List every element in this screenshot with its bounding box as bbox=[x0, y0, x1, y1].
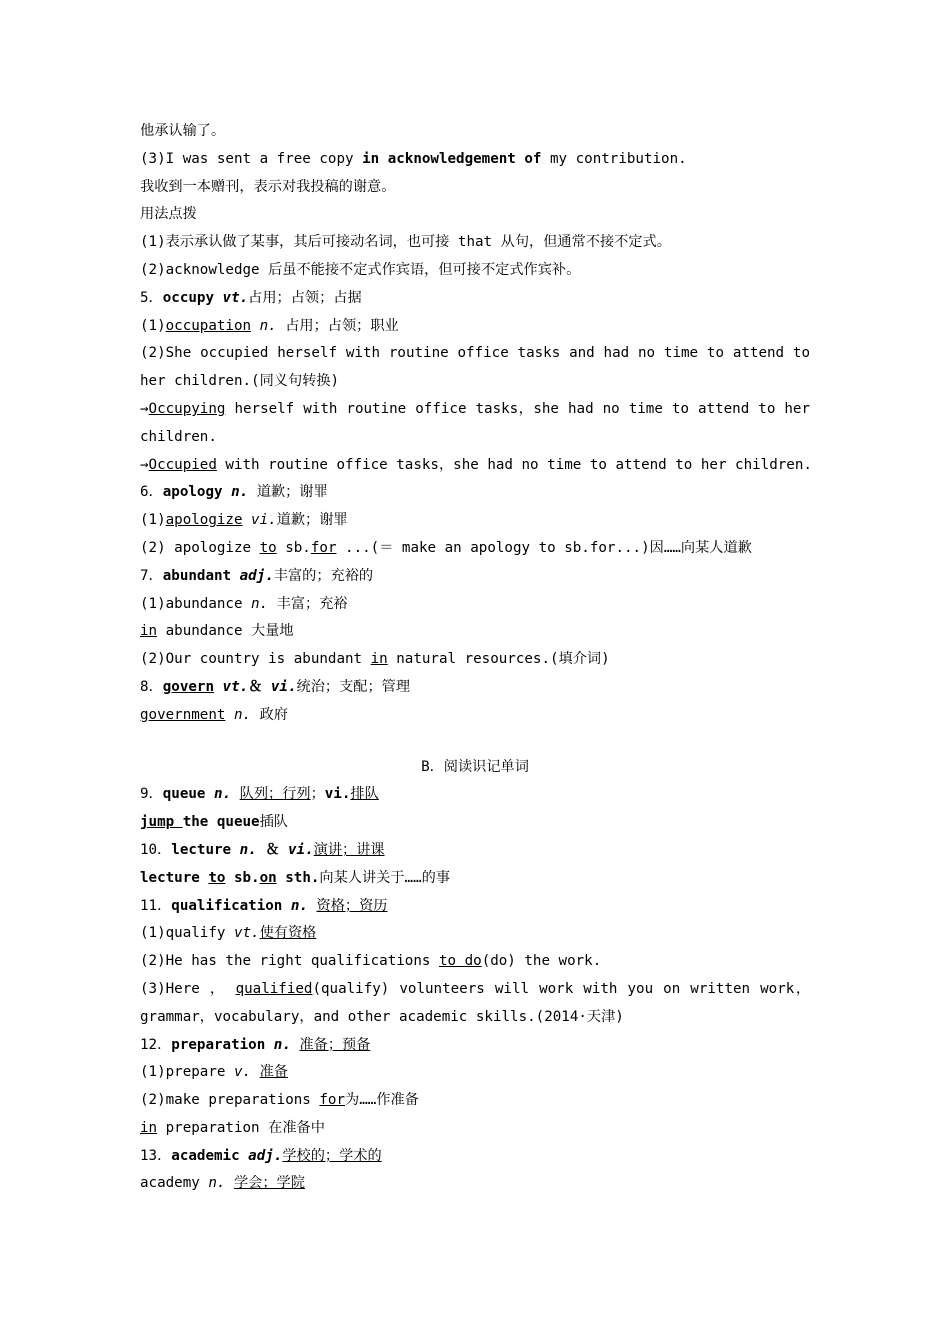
text-segment: preparation 在准备中 bbox=[157, 1119, 325, 1136]
text-segment: 我收到一本赠刊，表示对我投稿的谢意。 bbox=[140, 178, 396, 195]
text-segment: vi. bbox=[288, 841, 314, 858]
text-segment: sb. bbox=[276, 539, 311, 556]
answer-blank: 学校的；学术的 bbox=[282, 1147, 382, 1164]
text-segment: lecture bbox=[171, 841, 232, 858]
text-segment: 政府 bbox=[251, 706, 288, 723]
text-segment: vi. bbox=[324, 786, 351, 803]
text-segment: (do) the work. bbox=[481, 953, 602, 970]
text-line bbox=[140, 781, 810, 809]
text-segment: n. bbox=[273, 1036, 291, 1053]
text-line bbox=[140, 479, 810, 507]
text-segment: 6． bbox=[140, 484, 163, 501]
answer-blank: Occupied bbox=[148, 456, 217, 473]
text-segment: apology bbox=[162, 484, 223, 501]
answer-blank: government bbox=[140, 706, 226, 723]
answer-blank: 学会；学院 bbox=[233, 1175, 305, 1192]
text-line bbox=[140, 1115, 810, 1143]
section-heading bbox=[140, 754, 810, 782]
text-line bbox=[140, 1143, 810, 1171]
text-segment: 丰富的；充裕的 bbox=[273, 567, 374, 584]
answer-blank: 队列；行列 bbox=[239, 786, 311, 803]
text-segment: B．阅读识记单词 bbox=[421, 758, 529, 775]
text-line bbox=[140, 174, 810, 202]
text-line bbox=[140, 396, 810, 452]
text-segment bbox=[231, 842, 240, 858]
blank-line bbox=[140, 730, 810, 754]
answer-blank: 使有资格 bbox=[259, 925, 317, 942]
text-segment: 占用；占领；职业 bbox=[276, 317, 399, 334]
text-segment: 用法点拨 bbox=[140, 206, 197, 223]
text-line bbox=[140, 1059, 810, 1087]
text-segment: herself with routine office tasks，she had no time to attend to her children. bbox=[140, 400, 810, 445]
text-line bbox=[140, 257, 810, 285]
answer-blank: on bbox=[259, 869, 277, 886]
text-segment: 13． bbox=[140, 1147, 172, 1164]
answer-blank: to bbox=[259, 539, 277, 556]
answer-blank: apologize bbox=[165, 512, 243, 529]
text-segment: n. bbox=[259, 317, 277, 334]
text-segment: ...(＝ make an apology to sb.for...)因……向某人道歉 bbox=[336, 539, 752, 556]
text-line bbox=[140, 865, 810, 893]
text-line bbox=[140, 1087, 810, 1115]
text-segment: (1) bbox=[140, 317, 166, 334]
text-segment: (2)She occupied herself with routine office tasks and had no time to attend to her children.(同义句转换) bbox=[140, 345, 810, 390]
text-segment: n. bbox=[290, 897, 308, 914]
text-segment: 插队 bbox=[259, 814, 288, 831]
text-segment bbox=[225, 1175, 234, 1191]
answer-blank: Occupying bbox=[148, 400, 226, 417]
text-segment: (1)abundance bbox=[140, 595, 252, 612]
text-segment: academic bbox=[171, 1147, 240, 1164]
answer-blank: 演讲；讲课 bbox=[313, 841, 385, 858]
text-segment: n. bbox=[214, 786, 232, 803]
answer-blank: for bbox=[319, 1092, 345, 1109]
text-line bbox=[140, 837, 810, 865]
text-line bbox=[140, 1170, 810, 1198]
answer-blank: 准备 bbox=[259, 1064, 288, 1081]
text-segment bbox=[205, 786, 214, 802]
text-line bbox=[140, 146, 810, 174]
text-segment: vt. bbox=[222, 678, 249, 695]
text-segment: 道歉；谢罪 bbox=[248, 484, 328, 501]
answer-blank: in bbox=[140, 1119, 158, 1136]
text-segment bbox=[265, 1037, 274, 1053]
text-segment: 统治；支配；管理 bbox=[296, 678, 411, 695]
text-segment: queue bbox=[162, 786, 206, 803]
text-segment: n. bbox=[251, 595, 269, 612]
text-segment: natural resources.(填介词) bbox=[387, 651, 610, 668]
answer-blank: for bbox=[310, 539, 337, 556]
text-segment: occupy bbox=[162, 289, 214, 306]
text-segment: 他承认输了。 bbox=[140, 123, 226, 139]
text-segment bbox=[243, 512, 252, 528]
text-line bbox=[140, 674, 810, 702]
text-line bbox=[140, 809, 810, 837]
text-segment: 12． bbox=[140, 1036, 172, 1053]
answer-blank: govern bbox=[162, 678, 214, 695]
text-segment: the queue bbox=[182, 814, 260, 831]
text-segment: (1)prepare bbox=[140, 1064, 234, 1081]
text-line bbox=[140, 646, 810, 674]
text-segment: academy bbox=[140, 1175, 209, 1192]
answer-blank: to do bbox=[438, 953, 482, 970]
text-segment: (2)He has the right qualifications bbox=[140, 953, 439, 970]
text-segment: 7． bbox=[140, 567, 163, 584]
text-segment: adj. bbox=[248, 1147, 283, 1164]
text-line bbox=[140, 702, 810, 730]
text-segment: → bbox=[140, 456, 149, 473]
text-segment: 占用；占领；占据 bbox=[248, 289, 362, 306]
text-segment: n. bbox=[231, 484, 249, 501]
text-line bbox=[140, 563, 810, 591]
answer-blank: in bbox=[370, 651, 388, 668]
text-segment: n. bbox=[239, 841, 257, 858]
text-segment: (2)make preparations bbox=[140, 1092, 320, 1109]
text-segment: qualification bbox=[171, 897, 283, 914]
text-segment: abundance 大量地 bbox=[157, 623, 294, 640]
text-segment: (3)I was sent a free copy bbox=[140, 150, 363, 167]
text-segment bbox=[231, 568, 240, 584]
text-segment bbox=[240, 1148, 249, 1164]
text-segment: n. bbox=[233, 706, 252, 723]
text-line bbox=[140, 340, 810, 396]
text-segment: sb. bbox=[225, 869, 260, 886]
answer-blank: qualified bbox=[235, 980, 313, 997]
text-segment: (3)Here ， bbox=[140, 980, 236, 997]
text-line bbox=[140, 618, 810, 646]
text-line bbox=[140, 229, 810, 257]
text-segment: vt. bbox=[233, 925, 260, 942]
text-segment: lecture bbox=[140, 869, 209, 886]
text-line bbox=[140, 893, 810, 921]
text-segment: (2)Our country is abundant bbox=[140, 651, 371, 668]
text-segment bbox=[231, 786, 240, 802]
text-segment bbox=[214, 679, 223, 695]
text-segment bbox=[251, 318, 260, 334]
text-segment: ＆ bbox=[248, 678, 271, 695]
text-line bbox=[140, 285, 810, 313]
text-segment: (qualify) volunteers will work with you on written work，grammar，vocabulary，and other academic skills.(2014·天津) bbox=[140, 980, 811, 1025]
answer-blank: in bbox=[140, 623, 158, 640]
text-segment bbox=[282, 898, 291, 914]
answer-blank: to bbox=[208, 869, 226, 886]
text-segment: 11． bbox=[140, 897, 172, 914]
text-line bbox=[140, 948, 810, 976]
answer-blank: 排队 bbox=[350, 786, 379, 803]
text-segment: abundant bbox=[162, 567, 232, 584]
text-segment: in acknowledgement of bbox=[362, 150, 542, 167]
text-segment: (1)表示承认做了某事，其后可接动名词，也可接 that 从句，但通常不接不定式。 bbox=[140, 234, 671, 251]
text-segment: (1)qualify bbox=[140, 925, 234, 942]
answer-blank: occupation bbox=[165, 317, 252, 334]
text-segment: 为……作准备 bbox=[345, 1092, 419, 1109]
text-segment: 向某人讲关于……的事 bbox=[319, 869, 451, 886]
text-segment: → bbox=[140, 400, 149, 417]
text-line bbox=[140, 313, 810, 341]
text-segment: adj. bbox=[239, 567, 274, 584]
answer-blank: 资格；资历 bbox=[316, 897, 388, 914]
text-segment bbox=[214, 290, 223, 306]
text-line bbox=[140, 920, 810, 948]
text-line bbox=[140, 118, 810, 146]
text-segment: with routine office tasks，she had no time to attend to her children. bbox=[216, 456, 812, 473]
text-line bbox=[140, 1032, 810, 1060]
text-line bbox=[140, 507, 810, 535]
text-segment: 10． bbox=[140, 841, 172, 858]
text-segment: vt. bbox=[222, 289, 249, 306]
text-segment: my contribution. bbox=[541, 150, 687, 167]
text-segment: 9． bbox=[140, 786, 163, 803]
text-line bbox=[140, 535, 810, 563]
text-segment: vi. bbox=[251, 512, 277, 529]
answer-blank: jump bbox=[140, 814, 183, 831]
text-segment: (2)acknowledge 后虽不能接不定式作宾语，但可接不定式作宾补。 bbox=[140, 261, 581, 278]
text-segment: 8． bbox=[140, 678, 163, 695]
text-line bbox=[140, 591, 810, 619]
answer-blank: 准备；预备 bbox=[299, 1036, 371, 1053]
text-line bbox=[140, 201, 810, 229]
document-page bbox=[140, 118, 810, 1198]
text-segment: n. bbox=[208, 1175, 226, 1192]
text-segment bbox=[251, 1064, 260, 1080]
text-segment: preparation bbox=[171, 1036, 266, 1053]
text-segment: ； bbox=[310, 786, 325, 803]
text-segment: 道歉；谢罪 bbox=[276, 512, 348, 529]
text-line bbox=[140, 976, 810, 1032]
text-segment: 丰富；充裕 bbox=[268, 595, 348, 612]
text-segment: ＆ bbox=[256, 841, 288, 858]
text-segment: sth. bbox=[276, 869, 320, 886]
text-segment: (1) bbox=[140, 512, 166, 529]
text-segment bbox=[225, 707, 234, 723]
text-segment: 5． bbox=[140, 289, 163, 306]
text-segment bbox=[308, 898, 317, 914]
text-segment: v. bbox=[233, 1064, 252, 1081]
text-segment bbox=[223, 484, 232, 500]
text-segment: vi. bbox=[270, 678, 297, 695]
text-segment: (2) apologize bbox=[140, 539, 260, 556]
text-line bbox=[140, 452, 810, 480]
